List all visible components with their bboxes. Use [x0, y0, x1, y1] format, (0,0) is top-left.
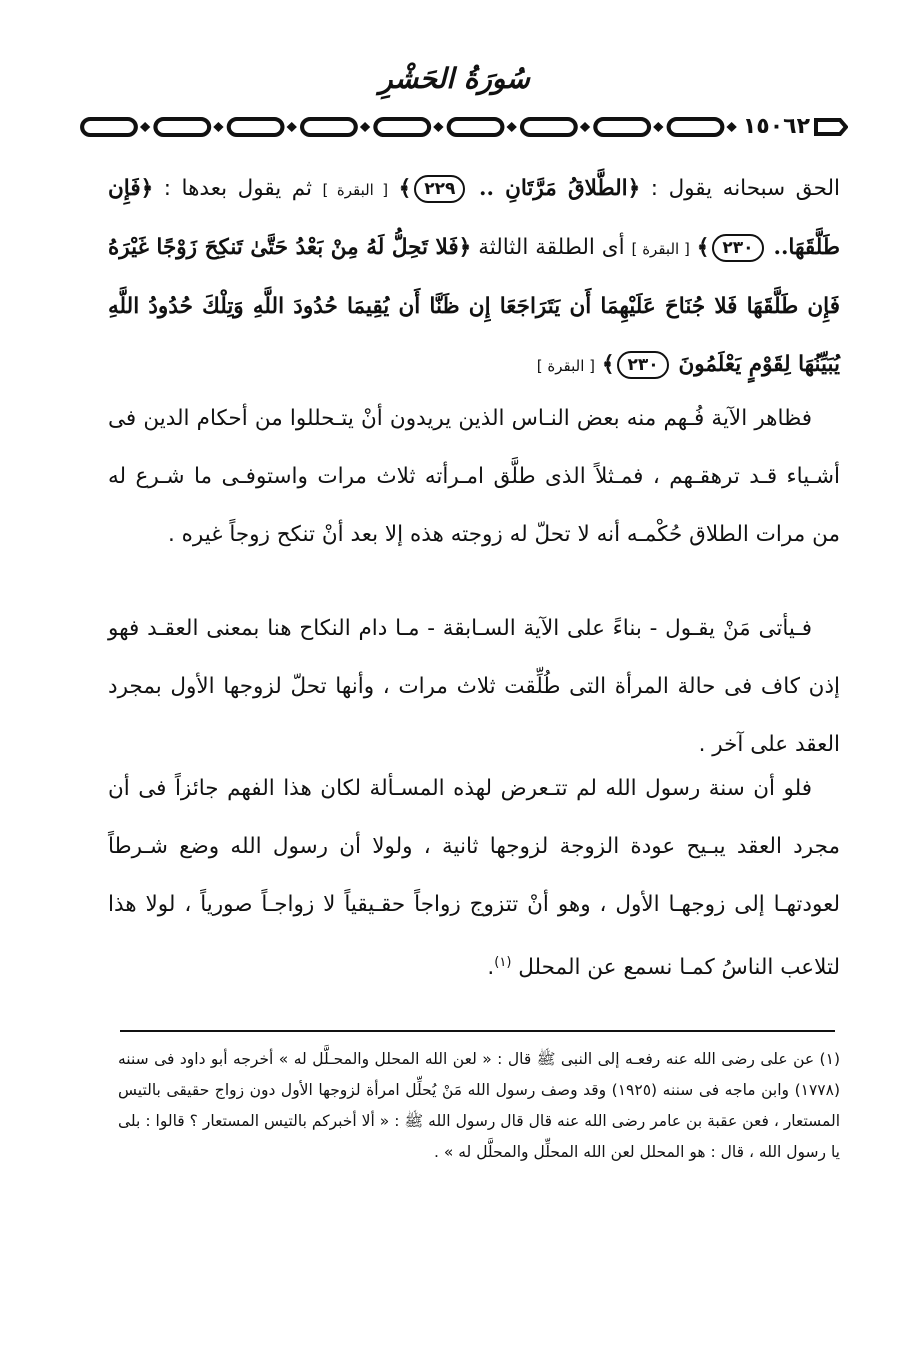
surah-reference: [ البقرة ]: [536, 357, 596, 375]
footnote-marker: (١): [494, 955, 512, 970]
p4-end: .: [487, 955, 495, 981]
paragraph-4: [108, 760, 840, 997]
surah-reference: [ البقرة ]: [631, 240, 690, 258]
paragraph-1: [108, 160, 840, 395]
paragraph-2: فظاهر الآية فُـهم منه بعض النـاس الذين يريدون أنْ يتـحللوا من أحكام الدين فى أشـياء قـد ترهقـهم ، فمـثلاً الذى طلَّق امـرأته ثلاث مرات واستوفـى ما شـرع له من مرات الطلاق حُكْمـه أنه لا تحلّ له زوجته هذه إلا بعد أنْ تنكح زوجاً غيره .: [108, 406, 840, 547]
ayah-number: ٢٣٠: [712, 234, 763, 262]
ornament-endcap-icon: [814, 112, 848, 142]
quran-verse: الطَّلاقُ مَرَّتَانِ ..: [478, 176, 628, 201]
ayah-number: ٢٣٠: [617, 351, 668, 379]
p1-text-a: الحق سبحانه يقول :: [650, 176, 840, 201]
quran-open-bracket: ﴿: [458, 235, 472, 260]
quran-open-bracket: ﴿: [140, 176, 154, 201]
quran-open-bracket: ﴿: [627, 176, 641, 201]
quran-close-bracket: ﴾: [398, 176, 412, 201]
p1-text-e: أى الطلقة الثالثة: [478, 235, 625, 260]
quran-close-bracket: ﴾: [696, 235, 710, 260]
header-ornament: [78, 112, 848, 142]
paragraph-3: فـيأتى مَنْ يقـول - بناءً على الآية السـابقة - مـا دام النكاح هنا بمعنى العقـد فهو إذن كاف فى حالة المرأة التى طُلِّقت ثلاث مرات ، وأنها تحلّ لزوجها الأول بمجرد العقد على آخر .: [108, 616, 840, 757]
footnote-divider: [120, 1030, 835, 1032]
p1-text-c: ثم يقول بعدها :: [163, 176, 312, 201]
quran-verse: فَلا تَحِلُّ لَهُ مِنْ بَعْدُ حَتَّىٰ تَنكِحَ زَوْجًا غَيْرَهُ فَإِن طَلَّقَهَا فَلا جُنَاحَ عَلَيْهِمَا أَن يَتَرَاجَعَا إِن ظَنَّا أَن يُقِيمَا حُدُودَ اللَّهِ وَتِلْكَ حُدُودُ اللَّهِ يُبَيِّنُهَا لِقَوْمٍ يَعْلَمُونَ: [108, 235, 840, 377]
surah-reference: [ البقرة ]: [322, 181, 389, 199]
quran-verse: فَإِن طَلَّقَهَا..: [108, 176, 840, 260]
p4-text: فلو أن سنة رسول الله لم تتـعرض لهذه المسـألة لكان هذا الفهم جائزاً فى أن مجرد العقد يبـيح عودة الزوجة لزوجها ثانية ، ولولا أن رسول الله وضع شـرطاً لعودتهـا إلى زوجهـا الأول ، وهو أنْ تتزوج زواجاً حقـيقياً لا زواجـاً صورياً ، لولا هذا لتلاعب الناسُ كمـا نسمع عن المحلل: [108, 776, 840, 981]
ayah-number: ٢٢٩: [414, 175, 465, 203]
footnote-1: (١) عن على رضى الله عنه رفعـه إلى النبى ﷺ قال : « لعن الله المحلل والمحـلَّل له » أخرجه أبو داود فى سننه (١٧٧٨) وابن ماجه فى سننه (١٩٢٥) وقد وصف رسول الله مَنْ يُحلِّل امرأة لزوجها الأول دون زواج حقيقى بالتيس المستعار ، فعن عقبة بن عامر رضى الله عنه قال قال رسول الله ﷺ : « ألا أخبركم بالتيس المستعار ؟ قالوا : بلى يا رسول الله ، قال : هو المحلل لعن الله المحلِّل والمحلَّل له » .: [118, 1050, 840, 1161]
quran-close-bracket: ﴾: [601, 352, 615, 377]
ornament-chain-icon: [78, 112, 739, 142]
page-number: ١٥٠٦٢: [742, 114, 810, 139]
surah-title: سُورَةُ الحَشْرِ: [379, 62, 530, 95]
